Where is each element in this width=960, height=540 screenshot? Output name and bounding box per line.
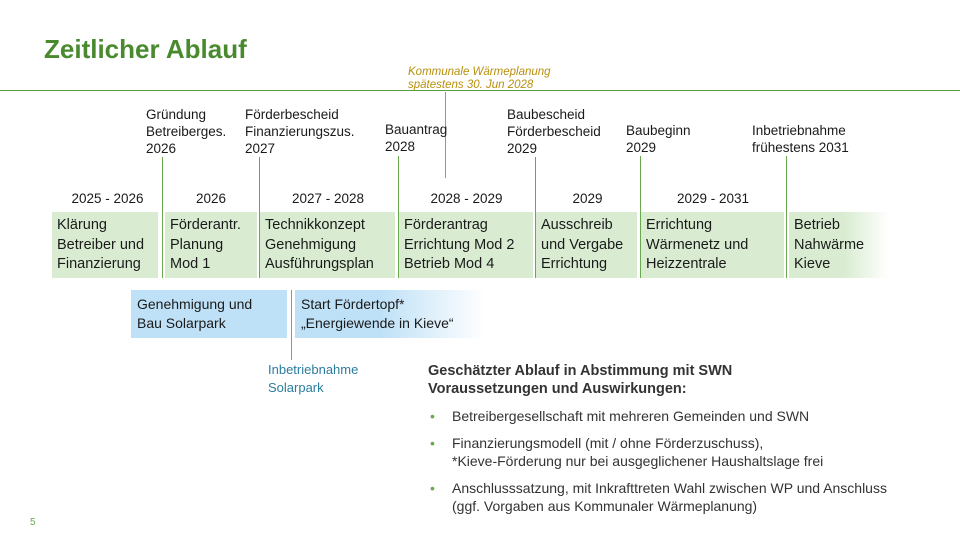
- milestone-foerderbescheid: [245, 106, 355, 157]
- inbetriebnahme-solarpark-label: [268, 361, 358, 397]
- milestone-text: 2026: [146, 141, 177, 156]
- milestone-text: 2029: [626, 140, 657, 155]
- bullet-icon: •: [430, 435, 435, 451]
- milestone-text: Finanzierungszus.: [245, 124, 355, 139]
- solarpark-text: Genehmigung und: [137, 296, 253, 312]
- info-heading-1: Geschätzter Ablauf in Abstimmung mit SWN: [428, 363, 733, 379]
- foerdertopf-text: Start Fördertopf*: [301, 296, 405, 312]
- inbetriebnahme-text: Inbetriebnahme: [268, 362, 359, 377]
- phase-box-betrieb: [789, 212, 889, 278]
- phase-text: und Vergabe: [541, 236, 624, 253]
- year-label: 2029 - 2031: [676, 191, 750, 206]
- milestone-text: 2029: [507, 141, 538, 156]
- info-section: [428, 362, 958, 524]
- page-title: Zeitlicher Ablauf: [44, 34, 247, 64]
- kommunal-waermeplanung-note: [408, 66, 551, 92]
- phase-text: Betrieb Mod 4: [404, 256, 495, 272]
- milestone-marker-line: [162, 157, 163, 278]
- year-label: 2029: [572, 191, 603, 206]
- page-number: 5: [30, 517, 36, 528]
- milestone-text: Bauantrag: [385, 122, 448, 137]
- milestone-text: Förderbescheid: [245, 107, 339, 122]
- solarpark-box: [131, 290, 287, 338]
- phase-box-waermenetz: [641, 212, 784, 278]
- bullet-icon: •: [430, 408, 435, 424]
- phase-text: Errichtung: [646, 217, 713, 233]
- phase-box-errichtung-mod2: [399, 212, 533, 278]
- solarpark-marker-line: [291, 290, 292, 360]
- phase-text: Betreiber und: [57, 236, 145, 253]
- phase-text: Nahwärme: [794, 236, 865, 253]
- phase-text: Förderantr.: [170, 217, 241, 233]
- list-item-text: Betreibergesellschaft mit mehreren Gemeinden und SWN: [452, 408, 810, 424]
- kommunal-line-1: Kommunale Wärmeplanung: [408, 66, 551, 78]
- list-item: [428, 479, 958, 515]
- milestone-text: 2027: [245, 141, 276, 156]
- phase-box-ausschreibung: [536, 212, 637, 278]
- inbetriebnahme-text: Solarpark: [268, 380, 324, 395]
- milestone-bauantrag: [385, 121, 447, 155]
- milestone-baubescheid: [507, 106, 601, 157]
- milestone-gruendung: [146, 106, 226, 157]
- phase-text: Errichtung: [541, 256, 608, 272]
- phase-text: Betrieb: [794, 217, 840, 233]
- milestone-text: Förderbescheid: [507, 124, 601, 139]
- phase-box-klaerung: [52, 212, 158, 278]
- year-label: 2027 - 2028: [291, 191, 365, 206]
- phase-text: Wärmenetz und: [646, 236, 749, 253]
- phase-text: Genehmigung: [265, 236, 357, 253]
- phase-text: Technikkonzept: [265, 217, 365, 233]
- phase-text: Mod 1: [170, 256, 211, 272]
- milestone-baubeginn: [626, 122, 691, 156]
- milestone-text: Baubescheid: [507, 107, 586, 122]
- list-item-text: Finanzierungsmodell (mit / ohne Förderzuschuss), *Kieve-Förderung nur bei ausgeglichener Haushaltslage frei: [452, 435, 824, 469]
- solarpark-text: Bau Solarpark: [137, 314, 226, 331]
- kommunal-line-2: spätestens 30. Jun 2028: [408, 79, 534, 91]
- phase-text: Klärung: [57, 217, 107, 233]
- foerdertopf-text: „Energiewende in Kieve“: [301, 314, 454, 331]
- milestone-text: Inbetriebnahme: [752, 123, 846, 138]
- phase-text: Ausschreib: [541, 217, 613, 233]
- year-label: 2026: [195, 191, 227, 206]
- foerdertopf-box: [295, 290, 485, 338]
- year-label: 2028 - 2029: [430, 191, 503, 206]
- phase-box-technikkonzept: [260, 212, 395, 278]
- requirements-list: [428, 407, 958, 515]
- milestone-text: Baubeginn: [626, 123, 691, 138]
- list-item: [428, 434, 958, 470]
- milestone-text: 2028: [385, 139, 416, 154]
- list-item: [428, 407, 958, 425]
- year-label: 2025 - 2026: [71, 191, 144, 206]
- phase-text: Errichtung Mod 2: [404, 236, 515, 253]
- phase-box-foerderantrag: [165, 212, 257, 278]
- bullet-icon: •: [430, 480, 435, 496]
- info-heading-2: Voraussetzungen und Auswirkungen:: [428, 381, 687, 397]
- milestone-text: frühestens 2031: [752, 140, 849, 155]
- milestone-inbetriebnahme: [752, 122, 849, 156]
- list-item-text: Anschlusssatzung, mit Inkrafttreten Wahl zwischen WP und Anschluss (ggf. Vorgaben aus Kommunaler Wärmeplanung): [452, 480, 887, 514]
- phase-text: Planung: [170, 236, 224, 253]
- phase-text: Ausführungsplan: [265, 256, 374, 272]
- phase-text: Förderantrag: [404, 217, 488, 233]
- milestone-text: Betreiberges.: [146, 124, 227, 139]
- milestone-text: Gründung: [146, 107, 207, 122]
- phase-text: Kieve: [794, 256, 831, 272]
- milestone-marker-line: [786, 156, 787, 278]
- phase-text: Finanzierung: [57, 256, 141, 272]
- phase-text: Heizzentrale: [646, 256, 727, 272]
